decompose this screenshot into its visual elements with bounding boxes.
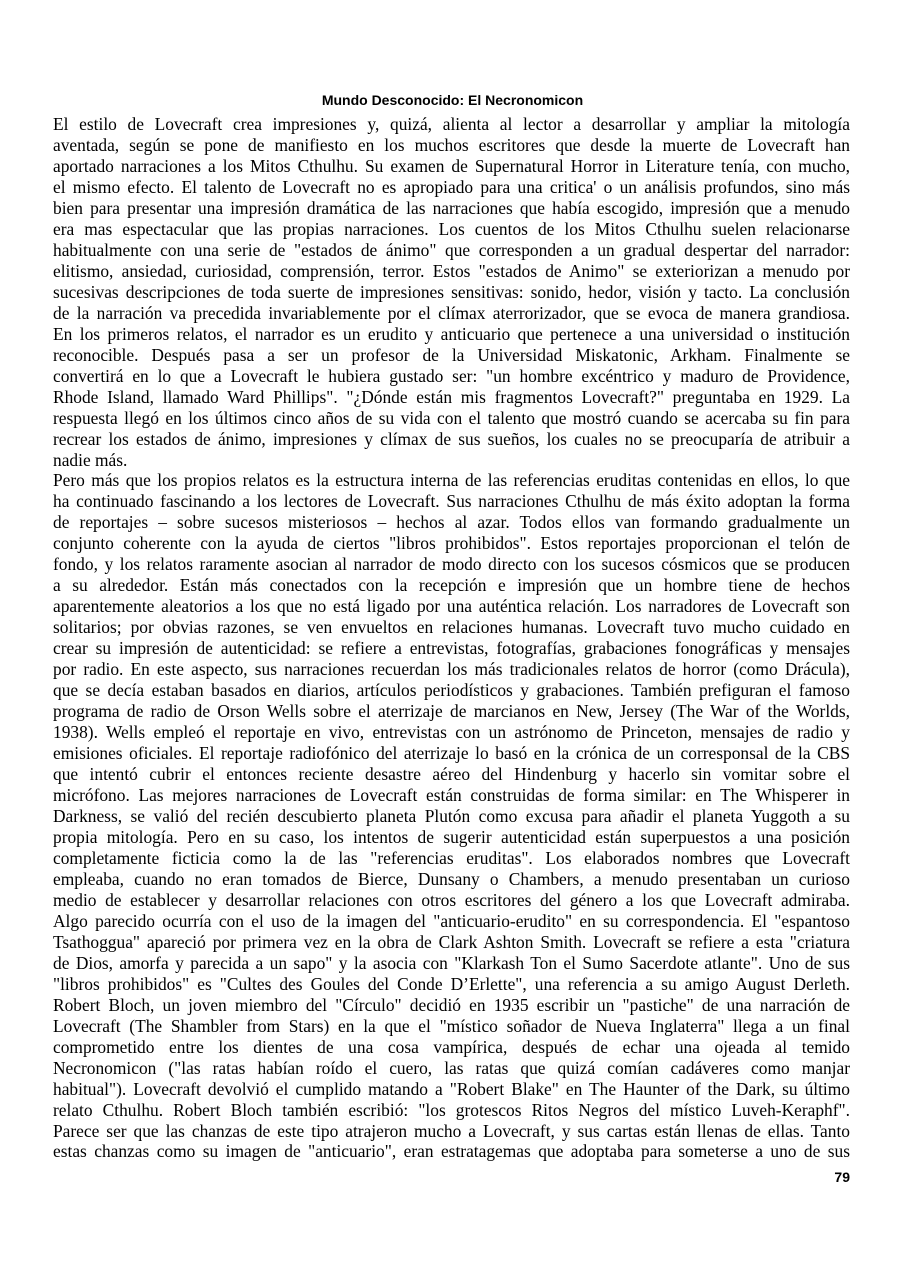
text-line: empleaba, cuando no eran tomados de Bierce, Dunsany o Chambers, a menudo presentaban un curioso [53, 868, 850, 889]
text-line: aparentemente aleatorios a los que no está ligado por una auténtica relación. Los narradores de Lovecraft son [53, 596, 850, 617]
text-line: fondo, y los relatos raramente asocian al narrador de modo directo con los sucesos cósmicos que se producen [53, 554, 850, 575]
text-line: Robert Bloch, un joven miembro del "Círculo" decidió en 1935 escribir un "pastiche" de una narración de [53, 994, 850, 1015]
text-line: bien para presentar una impresión dramática de las narraciones que había escogido, impresión que a menudo [53, 197, 850, 218]
text-line: conjunto coherente con la ayuda de ciertos "libros prohibidos". Estos reportajes proporcionan el telón de [53, 533, 850, 554]
text-line: programa de radio de Orson Wells sobre el aterrizaje de marcianos en New, Jersey (The War of the Worlds, [53, 701, 850, 722]
text-line: a su alrededor. Están más conectados con la recepción e impresión que un hombre tiene de hechos [53, 575, 850, 596]
text-line: solitarios; por obvias razones, se ven envueltos en relaciones humanas. Lovecraft tuvo mucho cuidado en [53, 617, 850, 638]
text-line: nadie más. [53, 449, 128, 470]
text-line: comprometido entre los dientes de una cosa vampírica, después de echar una ojeada al temido [53, 1036, 850, 1057]
text-line: convertirá en lo que a Lovecraft le hubiera gustado ser: "un hombre excéntrico y maduro de Providence, [53, 365, 850, 386]
text-line: que intentó cubrir el entonces reciente desastre aéreo del Hindenburg y hacerlo sin vomitar sobre el [53, 764, 850, 785]
text-line: propia mitología. Pero en su caso, los intentos de sugerir autenticidad están superpuestos a una posición [53, 826, 850, 847]
text-line: El estilo de Lovecraft crea impresiones y, quizá, alienta al lector a desarrollar y ampliar la mitología [53, 114, 850, 134]
text-line: ha continuado fascinando a los lectores de Lovecraft. Sus narraciones Cthulhu de más éxito adoptan la forma [53, 491, 850, 512]
text-line: Darkness, se valió del recién descubierto planeta Plutón como excusa para añadir el planeta Yuggoth a su [53, 805, 850, 826]
text-line: de Dios, amorfa y parecida a un sapo" y la asocia con "Klarkash Ton el Sumo Sacerdote atlante". Uno de sus [53, 952, 850, 973]
text-line: Necronomicon ("las ratas habían roído el cuero, las ratas que quizá comían cadáveres como manjar [53, 1057, 850, 1078]
text-line: relato Cthulhu. Robert Bloch también escribió: "los grotescos Ritos Negros del místico Luveh-Keraphf". [53, 1099, 850, 1120]
text-line: de reportajes – sobre sucesos misteriosos – hechos al azar. Todos ellos van formando gradualmente un [53, 512, 850, 533]
text-line: Pero más que los propios relatos es la estructura interna de las referencias eruditas contenidas en ellos, lo que [53, 470, 850, 491]
text-line: que se decía estaban basados en diarios, artículos periodísticos y grabaciones. También prefiguran el famoso [53, 680, 850, 701]
text-line: 1938). Wells empleó el reportaje en vivo, entrevistas con un astrónomo de Princeton, mensajes de radio y [53, 722, 850, 743]
text-line: Lovecraft (The Shambler from Stars) en la que el "místico soñador de Nueva Inglaterra" llega a un final [53, 1015, 850, 1036]
text-line: aventada, según se pone de manifiesto en los muchos escritores que desde la muerte de Lovecraft han [53, 134, 850, 155]
text-line: Tsathoggua" apareció por primera vez en la obra de Clark Ashton Smith. Lovecraft se refiere a esta "criatura [53, 931, 850, 952]
page-number: 79 [834, 1169, 850, 1185]
document-body [53, 114, 850, 1162]
text-line: "libros prohibidos" es "Cultes des Goules del Conde D’Erlette", una referencia a su amigo August Derleth. [53, 973, 850, 994]
text-line: estas chanzas como su imagen de "anticuario", eran estratagemas que adoptaba para someterse a uno de sus [53, 1141, 850, 1162]
running-header-title: Mundo Desconocido: El Necronomicon [321, 92, 584, 108]
text-line: En los primeros relatos, el narrador es un erudito y anticuario que pertenece a una universidad o institución [53, 323, 850, 344]
text-line: recrear los estados de ánimo, impresiones y clímax de sus sueños, los cuales no se preocuparía de atribuir a [53, 428, 850, 449]
text-line: Algo parecido ocurría con el uso de la imagen del "anticuario-erudito" en su correspondencia. El "espantoso [53, 910, 850, 931]
paragraph [53, 114, 850, 470]
paragraph [53, 470, 850, 1162]
text-line: completamente ficticia como la de las "referencias eruditas". Los elaborados nombres que Lovecraft [53, 847, 850, 868]
text-line: por radio. En este aspecto, sus narraciones recuerdan los más tradicionales relatos de horror (como Drácula), [53, 659, 850, 680]
text-line: habitualmente con una serie de "estados de ánimo" que corresponden a un gradual despertar del narrador: [53, 239, 850, 260]
text-line: Rhode Island, llamado Ward Phillips". "¿Dónde están mis fragmentos Lovecraft?" preguntaba en 1929. La [53, 386, 850, 407]
text-line: habitual"). Lovecraft devolvió el cumplido matando a "Robert Blake" en The Haunter of the Dark, su último [53, 1078, 850, 1099]
text-line: respuesta llegó en los últimos cinco años de su vida con el talento que mostró cuando se acercaba su fin para [53, 407, 850, 428]
text-line: medio de establecer y desarrollar relaciones con otros escritores del género a los que Lovecraft admiraba. [53, 889, 850, 910]
text-line: micrófono. Las mejores narraciones de Lovecraft están construidas de forma similar: en The Whisperer in [53, 785, 850, 805]
text-line: Parece ser que las chanzas de este tipo atrajeron mucho a Lovecraft, y sus cartas están llenas de ellas. Tanto [53, 1120, 850, 1141]
text-line: el mismo efecto. El talento de Lovecraft no es apropiado para una critica' o un análisis profundos, sino más [53, 176, 850, 197]
text-line: elitismo, ansiedad, curiosidad, comprensión, terror. Estos "estados de Animo" se exteriorizan a menudo por [53, 260, 850, 281]
text-line: crear su impresión de autenticidad: se refiere a entrevistas, fotografías, grabaciones fonográficas y mensajes [53, 638, 850, 659]
text-line: era mas espectacular que las propias narraciones. Los cuentos de los Mitos Cthulhu suelen relacionarse [53, 218, 850, 239]
text-line: de la narración va precedida invariablemente por el clímax aterrorizador, que se evoca de manera grandiosa. [53, 302, 850, 323]
text-line: aportado narraciones a los Mitos Cthulhu. Su examen de Supernatural Horror in Literature tenía, con mucho, [53, 155, 850, 176]
text-line: emisiones oficiales. El reportaje radiofónico del aterrizaje lo basó en la crónica de un corresponsal de la CBS [53, 743, 850, 764]
text-line: sucesivas descripciones de toda suerte de impresiones sensitivas: sonido, hedor, visión y tacto. La conclusión [53, 281, 850, 302]
text-line: reconocible. Después pasa a ser un profesor de la Universidad Miskatonic, Arkham. Finalmente se [53, 344, 850, 365]
